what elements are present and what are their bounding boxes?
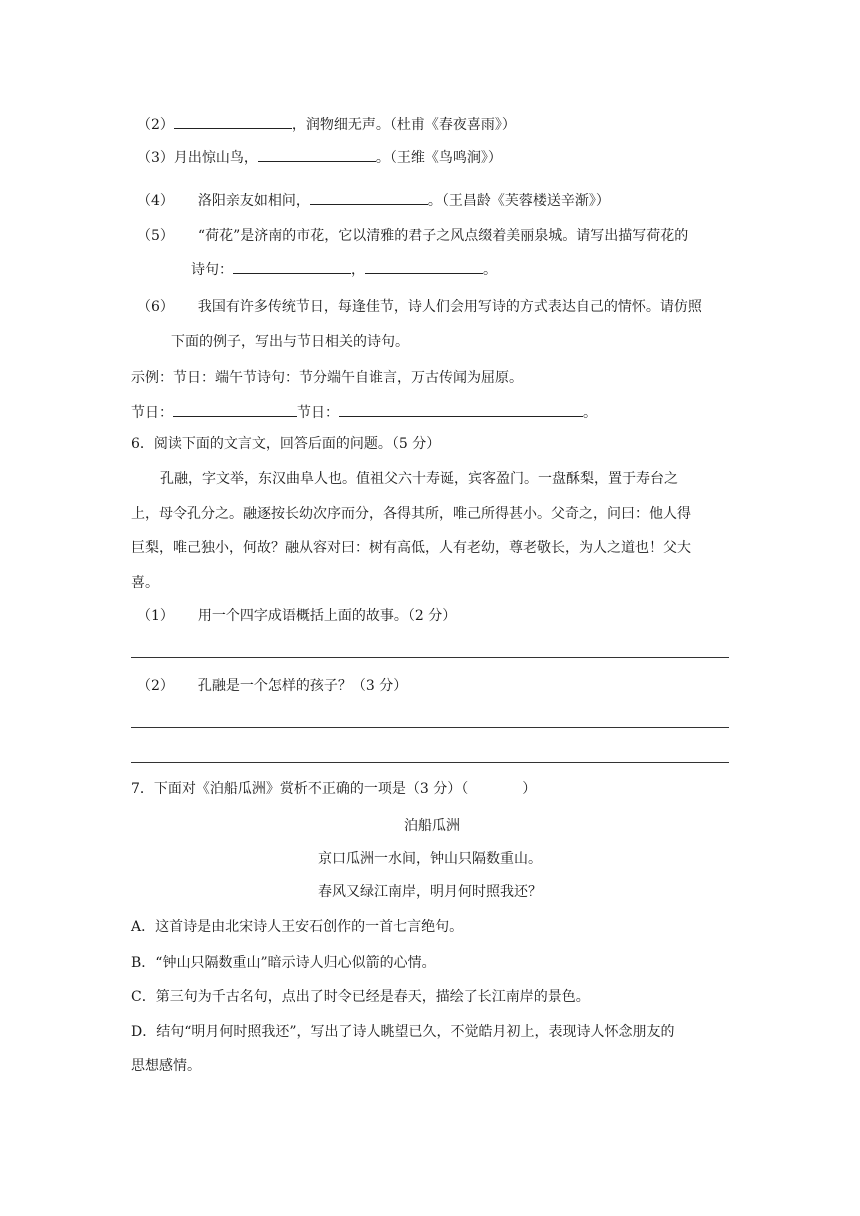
end-mark: 。 [483, 262, 497, 278]
item-text: 节日： [297, 405, 339, 421]
item-text: 节日： [131, 405, 173, 421]
poem-line: 春风又绿江南岸，明月何时照我还？ [318, 884, 542, 900]
item-number: （3） [137, 150, 174, 166]
q5-item-2 [137, 113, 516, 135]
answer-blank[interactable] [174, 113, 292, 129]
item-number: （2） [137, 678, 174, 694]
item-text: 我国有许多传统节日，每逢佳节，诗人们会用写诗的方式表达自己的情怀。请仿照 [197, 299, 702, 315]
q5-item-6-answer [131, 401, 597, 423]
end-mark: 。 [583, 405, 597, 421]
answer-blank[interactable] [365, 258, 483, 274]
poem-blank[interactable] [339, 401, 583, 417]
question-text: 7．下面对《泊船瓜洲》赏析不正确的一项是（3 分）（ [131, 781, 469, 797]
item-text: 诗句： [191, 262, 233, 278]
passage-line: 孔融，字文举，东汉曲阜人也。值祖父六十寿诞，宾客盈门。一盘酥梨，置于寿台之 [160, 471, 678, 487]
q5-item-4 [137, 189, 610, 211]
item-number: （1） [137, 608, 174, 624]
q5-item-6 [137, 297, 702, 317]
separator: ， [351, 262, 365, 278]
answer-blank[interactable] [258, 146, 376, 162]
item-text: 月出惊山鸟， [173, 150, 258, 166]
option-b[interactable]: B．“钟山只隔数重山”暗示诗人归心似箭的心情。 [131, 955, 436, 971]
option-a[interactable]: A．这首诗是由北宋诗人王安石创作的一首七言绝句。 [131, 919, 464, 935]
option-d[interactable]: D．结句“明月何时照我还”，写出了诗人眺望已久，不觉皓月初上，表现诗人怀念朋友的 [131, 1024, 675, 1040]
item-number: （4） [137, 193, 174, 209]
festival-blank[interactable] [173, 401, 297, 417]
q6-title: 6．阅读下面的文言文，回答后面的问题。（5 分） [131, 436, 441, 452]
item-number: （2） [137, 117, 174, 133]
q5-item-5 [137, 226, 688, 246]
passage-line: 巨梨，唯己独小，何故？融从容对曰：树有高低，人有老幼，尊老敬长，为人之道也！父大 [131, 540, 691, 556]
poem-line: 京口瓜洲一水间，钟山只隔数重山。 [318, 851, 542, 867]
item-text: “荷花”是济南的市花，它以清雅的君子之风点缀着美丽泉城。请写出描写荷花的 [197, 228, 689, 244]
passage-line: 喜。 [131, 575, 159, 591]
q6-sub-2 [137, 676, 407, 696]
answer-blank[interactable] [233, 258, 351, 274]
answer-line[interactable] [131, 762, 729, 763]
answer-blank[interactable] [310, 189, 428, 205]
item-number: （5） [137, 228, 174, 244]
q5-example: 示例：节日：端午节诗句：节分端午自谁言，万古传闻为屈原。 [131, 370, 523, 386]
paren-close: ） [522, 781, 537, 797]
item-text-post: 。（王维《鸟鸣涧》） [375, 150, 502, 166]
poem-title: 泊船瓜洲 [404, 818, 460, 834]
item-number: （6） [137, 299, 174, 315]
item-text-post: 。（王昌龄《芙蓉楼送辛渐》） [427, 193, 610, 209]
item-text: ，润物细无声。（杜甫《春夜喜雨》） [291, 117, 516, 133]
item-text: 孔融是一个怎样的孩子？（3 分） [197, 678, 408, 694]
item-text: 洛阳亲友如相问， [197, 193, 310, 209]
option-d-cont: 思想感情。 [131, 1058, 201, 1074]
option-c[interactable]: C．第三句为千古名句，点出了时令已经是春天，描绘了长江南岸的景色。 [131, 989, 590, 1005]
q6-sub-1 [137, 606, 456, 626]
answer-line[interactable] [131, 657, 729, 658]
item-text: 用一个四字成语概括上面的故事。（2 分） [197, 608, 457, 624]
q5-item-6-cont: 下面的例子，写出与节日相关的诗句。 [171, 334, 409, 350]
answer-line[interactable] [131, 727, 729, 728]
q7-title [131, 779, 536, 799]
q5-item-5-answer [191, 258, 497, 280]
q5-item-3 [137, 146, 502, 168]
passage-line: 上，母令孔分之。融逐按长幼次序而分，各得其所，唯己所得甚小。父奇之，问曰：他人得 [131, 506, 691, 522]
